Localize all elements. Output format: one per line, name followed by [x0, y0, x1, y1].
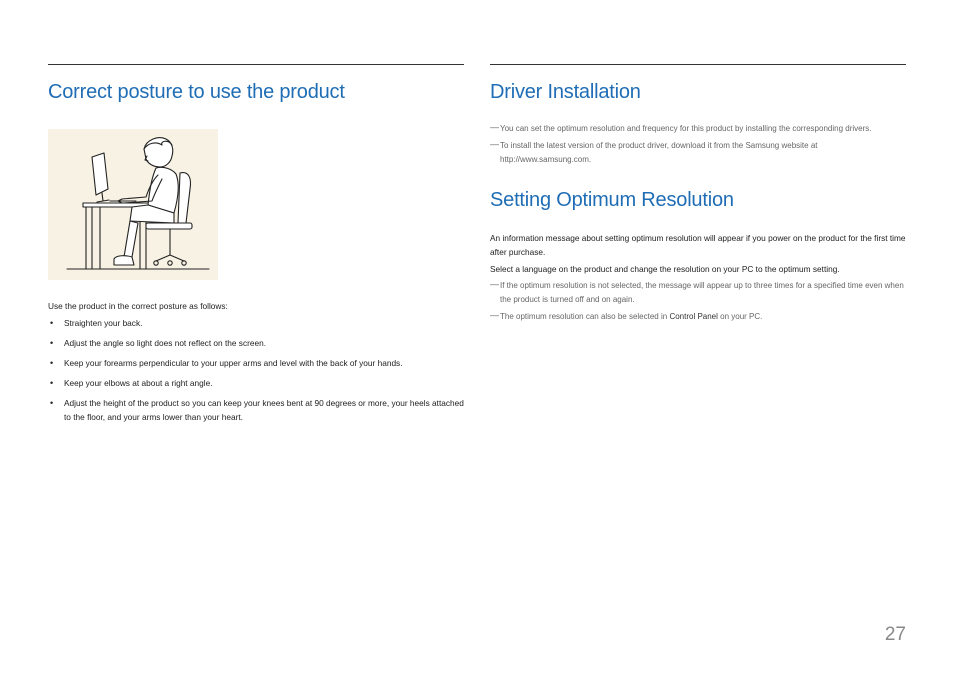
- note-text: To install the latest version of the product driver, download it from the Samsung website at http://www.samsung.com.: [500, 141, 818, 164]
- note-dash-icon: —: [490, 122, 499, 132]
- note-dash-icon: —: [490, 279, 499, 289]
- resolution-body: [490, 231, 906, 324]
- note-dash-icon: —: [490, 139, 499, 149]
- driver-notes: [490, 122, 906, 167]
- person-at-desk-icon: [48, 129, 218, 280]
- page-number: 27: [884, 624, 906, 645]
- note-item: [490, 310, 906, 324]
- control-panel-term: Control Panel: [669, 312, 718, 321]
- section-divider: [490, 64, 906, 65]
- right-column: [490, 64, 906, 327]
- paragraph: Select a language on the product and change the resolution on your PC to the optimum setting.: [490, 264, 840, 274]
- note-item: [490, 279, 906, 307]
- section-divider: [48, 64, 464, 65]
- paragraph: An information message about setting optimum resolution will appear if you power on the product for the first time after purchase.: [490, 233, 906, 257]
- driver-heading: Driver Installation: [490, 81, 641, 103]
- note-text-after: on your PC.: [717, 312, 763, 321]
- note-text: You can set the optimum resolution and frequency for this product by installing the corresponding drivers.: [500, 124, 872, 133]
- posture-heading: Correct posture to use the product: [48, 81, 345, 103]
- note-text: If the optimum resolution is not selected, the message will appear up to three times for a specified time even when the product is turned off and on again.: [500, 281, 904, 304]
- list-item: • Adjust the angle so light does not reflect on the screen.: [48, 336, 464, 350]
- posture-intro: Use the product in the correct posture as follows:: [48, 301, 228, 311]
- posture-illustration: [48, 129, 218, 280]
- list-item: • Straighten your back.: [48, 316, 464, 330]
- list-item: • Adjust the height of the product so you can keep your knees bent at 90 degrees or more, your heels attached to the floor, and your arms lower than your heart.: [48, 396, 464, 424]
- left-column: [48, 64, 464, 430]
- note-item: [490, 122, 906, 136]
- list-item: • Keep your elbows at about a right angle.: [48, 376, 464, 390]
- note-item: [490, 139, 906, 167]
- note-dash-icon: —: [490, 310, 499, 320]
- posture-list: [48, 316, 464, 424]
- note-text-before: The optimum resolution can also be selected in: [500, 312, 670, 321]
- list-item: • Keep your forearms perpendicular to your upper arms and level with the back of your hands.: [48, 356, 464, 370]
- resolution-heading: Setting Optimum Resolution: [490, 189, 734, 211]
